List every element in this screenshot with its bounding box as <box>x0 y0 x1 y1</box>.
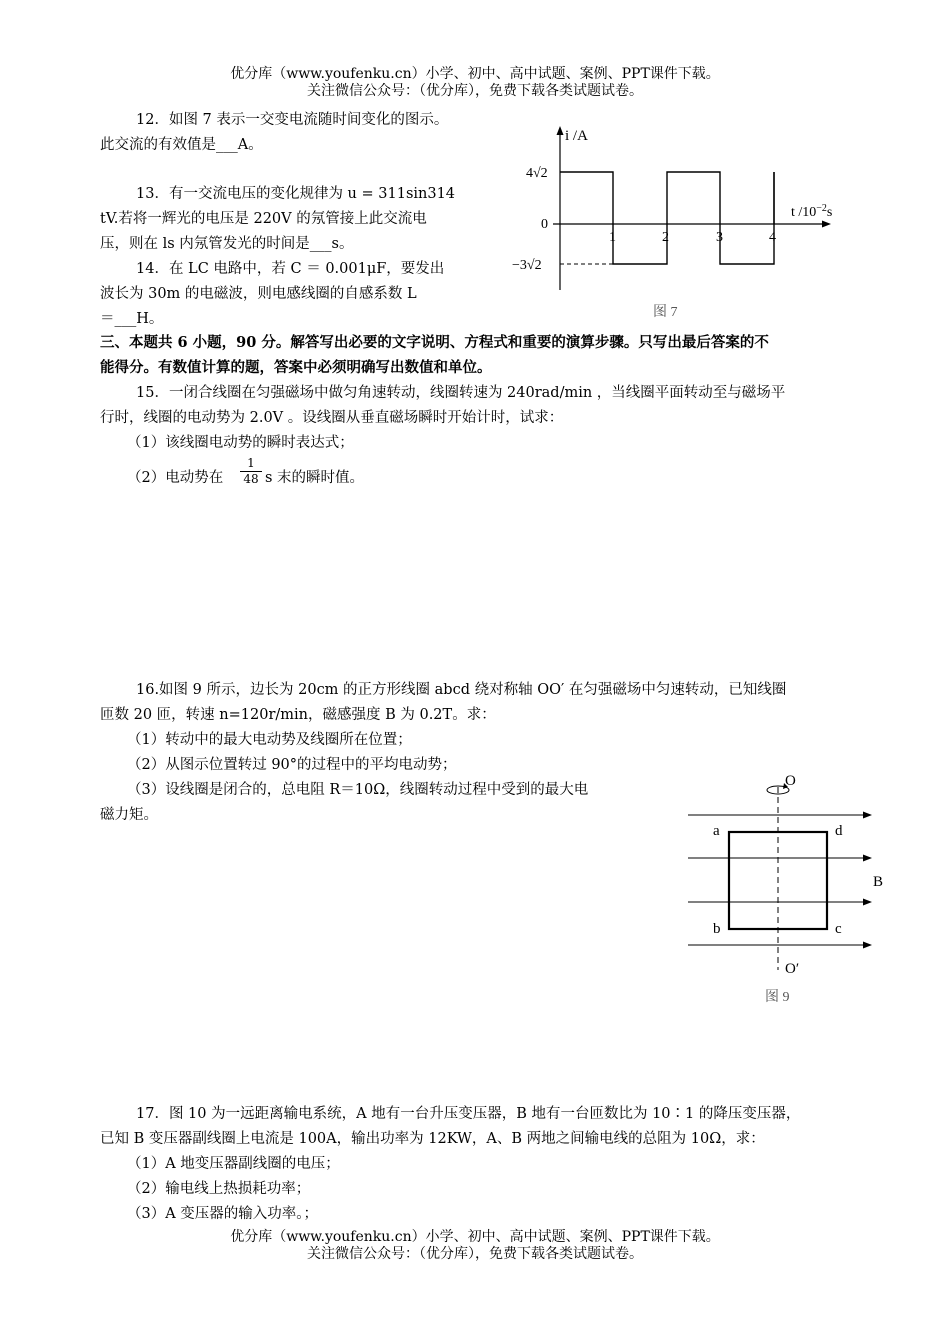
y-negative-label: −3√2 <box>512 258 542 273</box>
q16-line-6: 磁力矩。 <box>100 807 158 823</box>
q17-line-3: （1）A 地变压器副线圈的电压； <box>127 1156 340 1172</box>
q14-line-1: 14．在 LC 电路中，若 C ＝ 0.001μF，要发出 <box>136 261 445 277</box>
q15-line-3: （1）该线圈电动势的瞬时表达式； <box>127 435 354 451</box>
q12-line-2: 此交流的有效值是___A。 <box>100 137 263 153</box>
figure-7 <box>505 120 855 325</box>
q13-line-2: tV.若将一辉光的电压是 220V 的氖管接上此交流电 <box>100 211 427 227</box>
x-axis-label-base: t /10 <box>791 205 817 220</box>
label-O-prime: O′ <box>785 961 800 977</box>
q13-line-3: 压，则在 ls 内氖管发光的时间是___s。 <box>100 236 354 252</box>
label-B: B <box>873 874 884 890</box>
q14-line-2: 波长为 30m 的电磁波，则电感线圈的自感系数 L <box>100 286 417 302</box>
q14-line-3: ＝___H。 <box>100 311 164 327</box>
label-O: O <box>785 773 796 789</box>
q15-line-1: 15．一闭合线圈在匀强磁场中做匀角速转动，线圈转速为 240rad/min ，当线圈平面转动至与磁场平 <box>136 385 786 401</box>
q16-line-3: （1）转动中的最大电动势及线圈所在位置； <box>127 732 412 748</box>
q15-fraction-numerator: 1 <box>247 456 255 470</box>
q17-line-2: 已知 B 变压器副线圈上电流是 100A，输出功率为 12KW，A、B 两地之间输电线的总阻为 10Ω，求： <box>100 1131 765 1147</box>
field-arrow-2 <box>863 855 872 862</box>
y-axis-arrow <box>557 126 564 135</box>
header-line-2: 关注微信公众号：（优分库），免费下载各类试题试卷。 <box>307 83 643 99</box>
page-header <box>0 66 950 100</box>
page-footer <box>0 1229 950 1263</box>
q16-line-4: （2）从图示位置转过 90°的过程中的平均电动势； <box>127 757 457 773</box>
q15-line-4b: s 末的瞬时值。 <box>265 470 365 486</box>
field-arrow-4 <box>863 942 872 949</box>
tick-label-3: 3 <box>716 230 723 245</box>
footer-line-1: 优分库（www.youfenku.cn）小学、初中、高中试题、案例、PPT课件下载。 <box>230 1229 720 1245</box>
y-positive-label: 4√2 <box>526 166 548 181</box>
x-axis-label <box>791 203 832 220</box>
y-axis-label: i /A <box>565 128 588 144</box>
q15-fraction <box>240 456 262 487</box>
footer-line-2: 关注微信公众号：（优分库），免费下载各类试题试卷。 <box>307 1246 643 1262</box>
tick-label-4: 4 <box>769 230 776 245</box>
current-waveform <box>560 172 774 264</box>
field-arrow-3 <box>863 899 872 906</box>
tick-label-2: 2 <box>662 230 669 245</box>
figure-7-caption: 图 7 <box>653 305 678 320</box>
x-axis-label-exp: −2 <box>816 203 827 214</box>
label-c: c <box>835 921 842 937</box>
q16-line-1: 16.如图 9 所示，边长为 20cm 的正方形线圈 abcd 绕对称轴 OO′ 在匀强磁场中匀速转动，已知线圈 <box>136 682 787 698</box>
tick-label-1: 1 <box>609 230 616 245</box>
q17-line-1: 17．图 10 为一远距离输电系统，A 地有一台升压变压器，B 地有一台匝数比为 10∶1 的降压变压器， <box>136 1106 801 1122</box>
x-axis-label-unit: s <box>826 205 833 220</box>
q17-line-4: （2）输电线上热损耗功率； <box>127 1181 311 1197</box>
origin-label: 0 <box>541 217 548 232</box>
figure-9 <box>680 765 895 1010</box>
label-d: d <box>835 823 843 839</box>
q16-line-5: （3）设线圈是闭合的，总电阻 R＝10Ω，线圈转动过程中受到的最大电 <box>127 782 589 798</box>
q16-line-2: 匝数 20 匝，转速 n=120r/min，磁感强度 B 为 0.2T。求： <box>100 707 496 723</box>
x-axis-arrow <box>822 221 831 228</box>
figure-9-caption: 图 9 <box>765 990 790 1005</box>
q17-line-5: （3）A 变压器的输入功率。； <box>127 1206 319 1222</box>
label-b: b <box>713 921 721 937</box>
header-line-1: 优分库（www.youfenku.cn）小学、初中、高中试题、案例、PPT课件下载。 <box>230 66 720 82</box>
q15-line-4a: （2）电动势在 <box>127 470 224 486</box>
field-arrow-1 <box>863 812 872 819</box>
label-a: a <box>713 823 720 839</box>
q12-line-1: 12．如图 7 表示一交变电流随时间变化的图示。 <box>136 112 449 128</box>
q15-fraction-denominator: 48 <box>240 471 262 487</box>
q15-line-2: 行时，线圈的电动势为 2.0V 。设线圈从垂直磁场瞬时开始计时，试求： <box>100 410 564 426</box>
q13-line-1: 13．有一交流电压的变化规律为 u = 311sin314 <box>136 186 456 202</box>
section-3-line-1: 三、本题共 6 小题，90 分。解答写出必要的文字说明、方程式和重要的演算步骤。只写出最后答案的不 <box>100 334 769 351</box>
section-3-line-2: 能得分。有数值计算的题，答案中必须明确写出数值和单位。 <box>100 359 492 376</box>
